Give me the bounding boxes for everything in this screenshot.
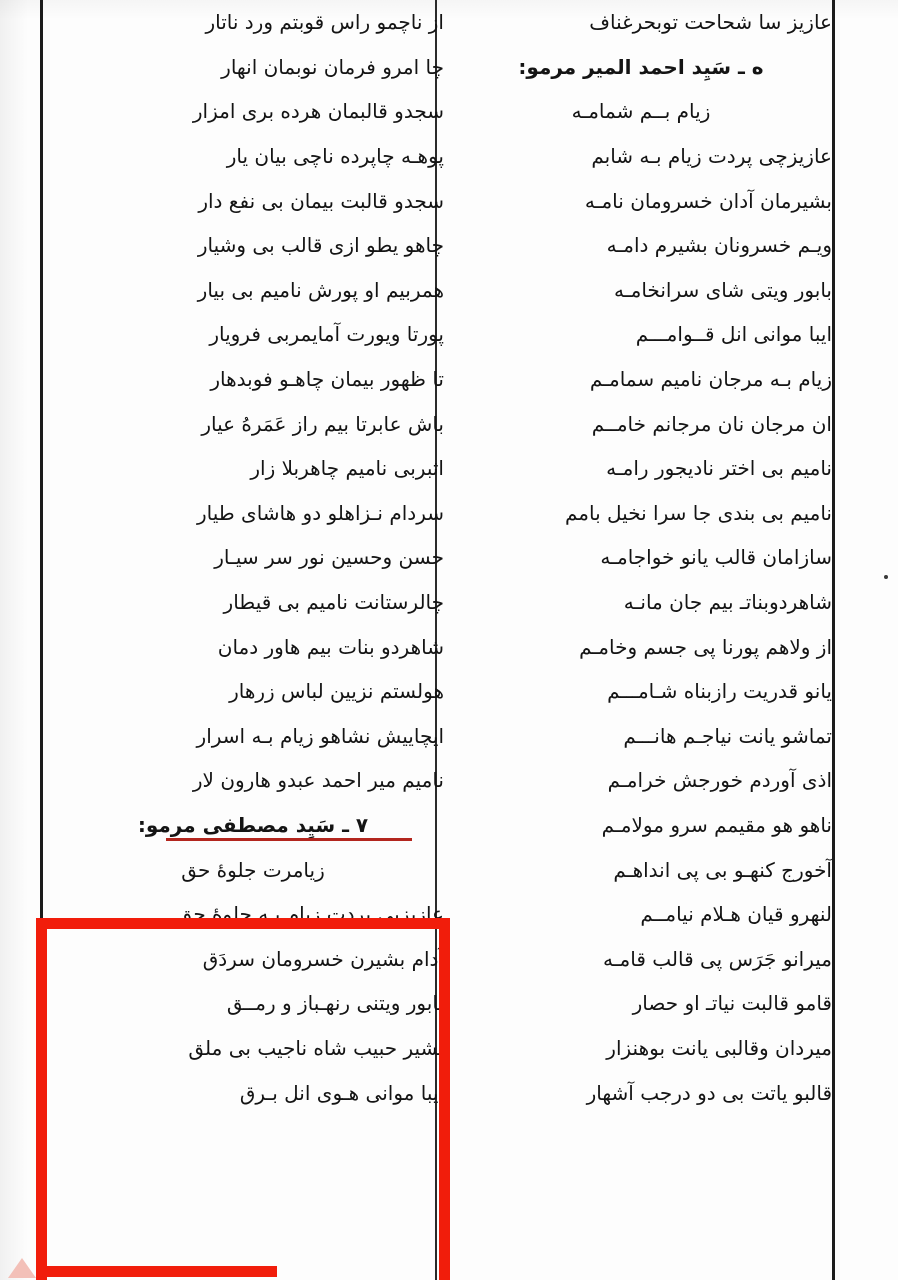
text-line: ایبا موانی هـوی انل بـرق [239, 1080, 444, 1105]
text-line: سازامان قالب یانو خواجامـه [600, 545, 832, 570]
text-line: هولستم نزیین لباس زرهار [229, 679, 444, 704]
text-line: بابور ویتی شای سرانخامـه [614, 277, 832, 302]
text-line: لنهرو قیان هـلام نیامــم [640, 902, 832, 927]
text-line: ایچاییش نشاهو زیام بـه اسرار [196, 723, 444, 748]
text-line: قامو قالبت نیاتـ او حصار [632, 991, 832, 1016]
text-line: ان مرجان نان مرجانم خامــم [591, 411, 832, 436]
text-column-two [58, 0, 448, 1280]
text-line: حسن وحسین نور سر سیـار [214, 545, 444, 570]
text-line: عازیز سا شحاحت توبحرغناف [589, 10, 832, 35]
text-line: بابور ویتنی رنهـباز و رمــق [226, 991, 444, 1016]
margin-speck [884, 575, 888, 579]
text-line: چا امرو فرمان نوبمان انهار [221, 54, 444, 79]
text-line: تماشو یانت نیاجـم هانـــم [623, 723, 832, 748]
text-line: عازیزپی پردت زیام بـه جلوهٔ حق [176, 902, 444, 927]
text-line: شاهردو بنات بیم هاور دمان [217, 634, 444, 659]
text-line: سجدو قالبمان هرده بری امزار [192, 99, 444, 124]
text-line: از ناچمو راس قوبتم ورد ناتار [205, 10, 444, 35]
text-line: باش عابرتا بیم راز عَمَرهُ عیار [201, 411, 444, 436]
text-line: ویـم خسرونان بشیرم دامـه [606, 233, 832, 258]
highlighted-section-subheading: زیامرت جلوهٔ حق [181, 857, 325, 882]
text-line: قالبو یاتت بی دو درجب آشهار [586, 1080, 832, 1105]
text-line: تا ظهور بیمان چاهـو فوبدهار [210, 367, 444, 392]
text-line: آخورج کنهـو بی پی انداهـم [613, 857, 832, 882]
text-line: نامیم میر احمد عبدو هارون لار [192, 768, 444, 793]
text-line: ایبا موانی انل قــوامـــم [635, 322, 832, 347]
text-line: زیام بــم شمامـه [571, 99, 711, 124]
text-line: میرانو جَرَس پی قالب قامـه [602, 946, 832, 971]
text-line: چاهو یطو ازی قالب بی وشیار [197, 233, 444, 258]
text-column-one [446, 0, 836, 1280]
text-line: سجدو قالبت بیمان بی نفع دار [198, 188, 444, 213]
text-line: بشیرمان آدان خسرومان نامـه [584, 188, 832, 213]
page-frame-left-rule [40, 0, 43, 1280]
text-line: سردام نـزاهلو دو هاشای طیار [196, 500, 444, 525]
text-line: نامیم بی اختر نادیجور رامـه [606, 456, 832, 481]
text-line: ناهو هو مقیمم سرو مولامـم [601, 812, 832, 837]
text-line: پورتا ویورت آمایمربی فرویار [209, 322, 444, 347]
highlighted-section-heading: ٧ ـ سَیِد مصطفی مرمو: [58, 803, 448, 848]
text-line: همربیم او پورش نامیم بی بیار [197, 277, 444, 302]
text-line: از ولاهم پورنا پی جسم وخامـم [579, 634, 832, 659]
page-corner-mark [8, 1258, 36, 1278]
text-line: عازیزچی پردت زیام بـه شابم [591, 144, 832, 169]
text-line: آدام بشیرن خسرومان سردَق [202, 946, 444, 971]
section-heading: ه ـ سَیِد احمد المیر مرمو: [518, 54, 764, 79]
text-line: چالرستانت نامیم بی قیطار [223, 590, 444, 615]
text-line: اثبربی نامیم چاهربلا زار [250, 456, 444, 481]
text-line: پوهـه چاپرده ناچی بیان یار [226, 144, 444, 169]
text-line: یانو قدریت رازبناه شـامـــم [607, 679, 832, 704]
text-line: زیام بـه مرجان نامیم سمامـم [589, 367, 832, 392]
text-line: اذی آوردم خورجش خرامـم [607, 768, 832, 793]
text-line: شاهردوبناتـ بیم جان مانـه [623, 590, 832, 615]
text-line: نامیم بی بندی جا سرا نخیل بامم [564, 500, 832, 525]
text-line: میردان وقالبی یانت بوهنزار [606, 1035, 832, 1060]
text-line: بشیر حبیب شاه ناجیب بی ملق [188, 1035, 444, 1060]
